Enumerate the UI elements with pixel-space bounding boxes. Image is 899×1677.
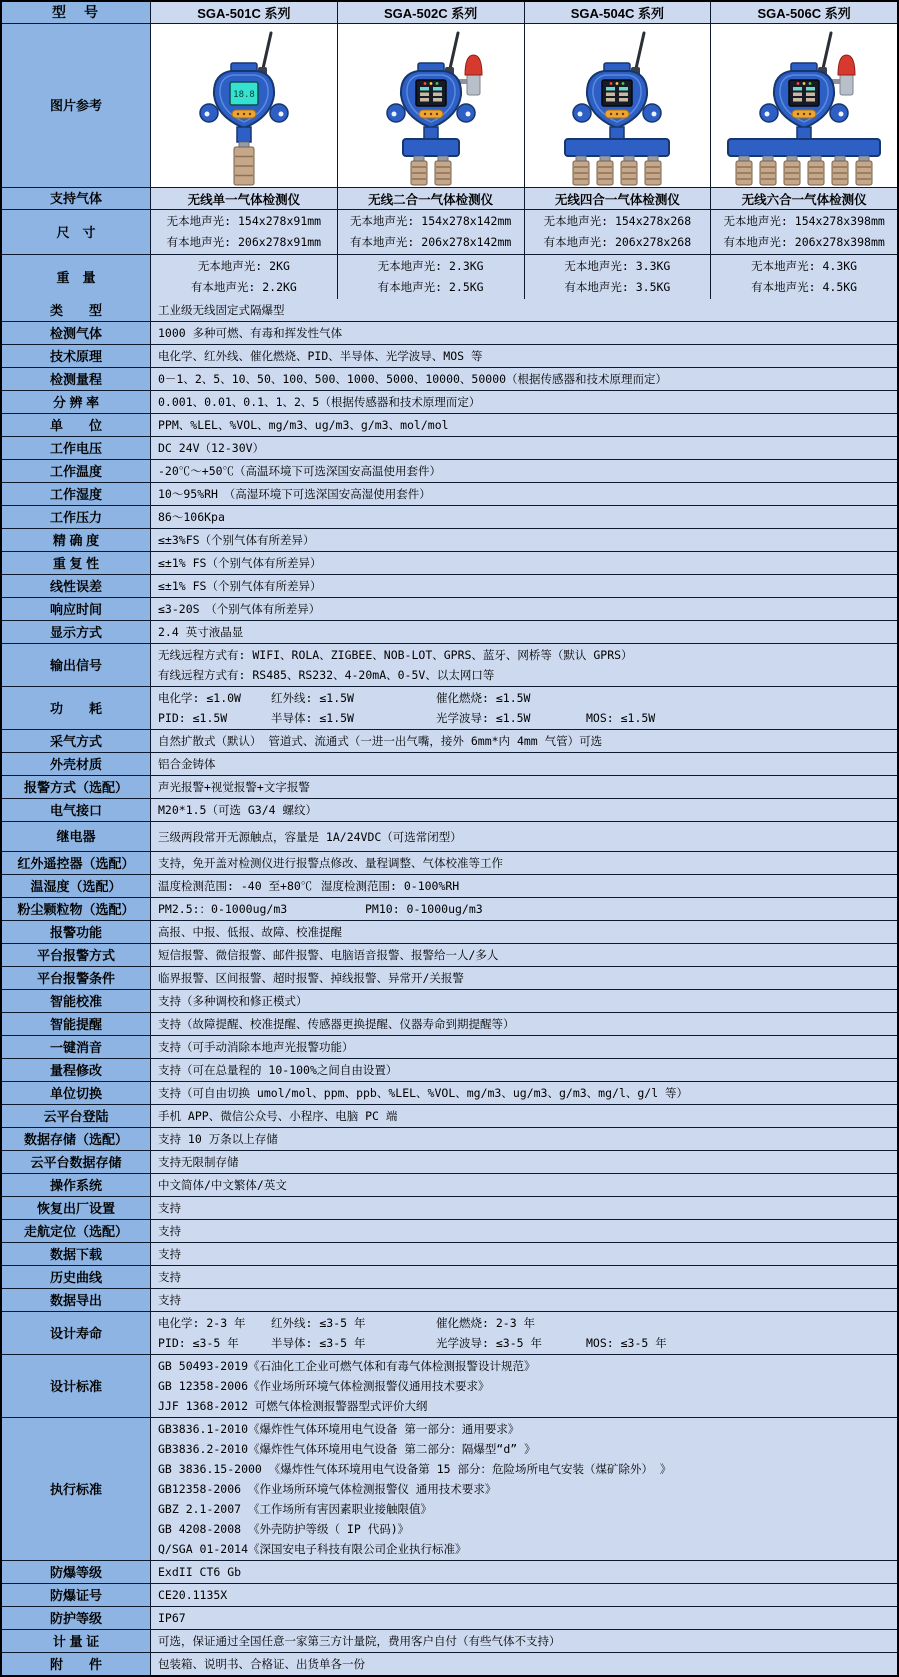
spec-value: 支持 <box>150 1197 897 1219</box>
spec-row <box>2 528 897 551</box>
spec-row <box>2 775 897 798</box>
header-model-label: 型 号 <box>2 2 150 23</box>
product-image-sga-504c <box>524 24 711 187</box>
spec-row <box>2 1150 897 1173</box>
spec-value: PM2.5:：0-1000ug/m3 PM10: 0-1000ug/m3 <box>150 898 897 920</box>
spec-value: -20℃～+50℃（高温环境下可选深国安高温使用套件） <box>150 460 897 482</box>
spec-label: 设计标准 <box>2 1355 150 1417</box>
gas-type: 无线单一气体检测仪 <box>150 188 337 209</box>
spec-value: 支持 <box>150 1289 897 1311</box>
spec-label: 红外遥控器（选配） <box>2 852 150 874</box>
spec-value: 三级两段常开无源触点，容量是 1A/24VDC（可选常闭型） <box>150 822 897 851</box>
spec-value: 电化学: ≤1.0W 红外线: ≤1.5W 催化燃烧: ≤1.5W PID: ≤1.5W 半导体: ≤1.5W 光学波导: ≤1.5W MOS: ≤1.5W <box>150 687 897 729</box>
spec-label: 重 复 性 <box>2 552 150 574</box>
spec-value: 支持（可在总量程的 10-100%之间自由设置） <box>150 1059 897 1081</box>
spec-row <box>2 1652 897 1675</box>
spec-value: ≤±1% FS（个别气体有所差异） <box>150 552 897 574</box>
spec-value: PPM、%LEL、%VOL、mg/m3、ug/m3、g/m3、mol/mol <box>150 414 897 436</box>
dims-value: 无本地声光: 154x278x398mm 有本地声光: 206x278x398mm <box>710 210 897 254</box>
spec-row <box>2 1311 897 1354</box>
weight-value: 无本地声光: 2KG 有本地声光: 2.2KG <box>150 255 337 299</box>
header-model-sga-504c: SGA-504C 系列 <box>524 2 711 23</box>
spec-value: 支持 10 万条以上存储 <box>150 1128 897 1150</box>
spec-value: 温度检测范围: -40 至+80℃ 湿度检测范围: 0-100%RH <box>150 875 897 897</box>
spec-row <box>2 1560 897 1583</box>
spec-label: 报警方式（选配） <box>2 776 150 798</box>
product-image-sga-501c <box>150 24 337 187</box>
spec-row <box>2 798 897 821</box>
spec-row <box>2 643 897 686</box>
spec-label: 数据导出 <box>2 1289 150 1311</box>
gas-type: 无线四合一气体检测仪 <box>524 188 711 209</box>
spec-label: 继电器 <box>2 822 150 851</box>
spec-label: 平台报警方式 <box>2 944 150 966</box>
spec-row <box>2 874 897 897</box>
spec-row <box>2 1104 897 1127</box>
spec-label: 历史曲线 <box>2 1266 150 1288</box>
header-model-sga-506c: SGA-506C 系列 <box>710 2 897 23</box>
spec-row <box>2 436 897 459</box>
spec-value: 支持（多种调校和修正模式） <box>150 990 897 1012</box>
spec-label: 工作压力 <box>2 506 150 528</box>
spec-value: 支持（可手动消除本地声光报警功能） <box>150 1036 897 1058</box>
spec-row <box>2 1288 897 1311</box>
weight-value: 无本地声光: 3.3KG 有本地声光: 3.5KG <box>524 255 711 299</box>
spec-row <box>2 1265 897 1288</box>
spec-label: 量程修改 <box>2 1059 150 1081</box>
dims-value: 无本地声光: 154x278x91mm 有本地声光: 206x278x91mm <box>150 210 337 254</box>
spec-label: 智能提醒 <box>2 1013 150 1035</box>
spec-value: 支持（可自由切换 umol/mol、ppm、ppb、%LEL、%VOL、mg/m3、ug/m3、g/m3、mg/l、g/l 等） <box>150 1082 897 1104</box>
product-image-sga-506c <box>710 24 897 187</box>
spec-label: 电气接口 <box>2 799 150 821</box>
spec-label: 恢复出厂设置 <box>2 1197 150 1219</box>
weight-value: 无本地声光: 2.3KG 有本地声光: 2.5KG <box>337 255 524 299</box>
spec-value: 手机 APP、微信公众号、小程序、电脑 PC 端 <box>150 1105 897 1127</box>
spec-label: 采气方式 <box>2 730 150 752</box>
spec-row <box>2 989 897 1012</box>
spec-row <box>2 1219 897 1242</box>
spec-label: 防护等级 <box>2 1607 150 1629</box>
spec-label: 检测量程 <box>2 368 150 390</box>
spec-row <box>2 597 897 620</box>
spec-row <box>2 482 897 505</box>
spec-row <box>2 390 897 413</box>
spec-row <box>2 1354 897 1417</box>
gas-type: 无线六合一气体检测仪 <box>710 188 897 209</box>
spec-row <box>2 574 897 597</box>
spec-row <box>2 551 897 574</box>
weight-row-label: 重 量 <box>2 255 150 299</box>
spec-row <box>2 686 897 729</box>
spec-value: 支持 <box>150 1243 897 1265</box>
spec-row <box>2 1173 897 1196</box>
spec-label: 单 位 <box>2 414 150 436</box>
header-model-sga-501c: SGA-501C 系列 <box>150 2 337 23</box>
spec-value: ≤±1% FS（个别气体有所差异） <box>150 575 897 597</box>
spec-value: 短信报警、微信报警、邮件报警、电脑语音报警、报警给一人/多人 <box>150 944 897 966</box>
image-row-label: 图片参考 <box>2 24 150 187</box>
spec-label: 数据下载 <box>2 1243 150 1265</box>
spec-label: 单位切换 <box>2 1082 150 1104</box>
spec-value: IP67 <box>150 1607 897 1629</box>
spec-value: 86～106Kpa <box>150 506 897 528</box>
header-model-sga-502c: SGA-502C 系列 <box>337 2 524 23</box>
spec-value: 铝合金铸体 <box>150 753 897 775</box>
spec-value: 1000 多种可燃、有毒和挥发性气体 <box>150 322 897 344</box>
spec-value: 电化学: 2-3 年 红外线: ≤3-5 年 催化燃烧: 2-3 年 PID: ≤3-5 年 半导体: ≤3-5 年 光学波导: ≤3-5 年 MOS: ≤3-5 年 <box>150 1312 897 1354</box>
spec-label: 一键消音 <box>2 1036 150 1058</box>
spec-label: 线性误差 <box>2 575 150 597</box>
spec-label: 执行标准 <box>2 1418 150 1560</box>
spec-value: 支持 <box>150 1220 897 1242</box>
spec-value: GB 50493-2019《石油化工企业可燃气体和有毒气体检测报警设计规范》 GB 12358-2006《作业场所环境气体检测报警仪通用技术要求》 JJF 1368-2012 可燃气体检测报警器型式评价大纲 <box>150 1355 897 1417</box>
spec-label: 报警功能 <box>2 921 150 943</box>
dims-row-label: 尺 寸 <box>2 210 150 254</box>
gas-row-label: 支持气体 <box>2 188 150 209</box>
spec-value: 支持（故障提醒、校准提醒、传感器更换提醒、仪器寿命到期提醒等） <box>150 1013 897 1035</box>
spec-label: 功 耗 <box>2 687 150 729</box>
header-row <box>2 2 897 23</box>
spec-row <box>2 620 897 643</box>
spec-value: ≤3-20S （个别气体有所差异） <box>150 598 897 620</box>
spec-row <box>2 299 897 321</box>
spec-row <box>2 821 897 851</box>
weight-row <box>2 254 897 299</box>
spec-rows-container <box>2 299 897 1675</box>
spec-label: 平台报警条件 <box>2 967 150 989</box>
spec-value: 自然扩散式（默认） 管道式、流通式（一进一出气嘴，接外 6mm*内 4mm 气管）可选 <box>150 730 897 752</box>
image-row <box>2 23 897 187</box>
spec-row <box>2 321 897 344</box>
spec-value: 0.001、0.01、0.1、1、2、5（根据传感器和技术原理而定） <box>150 391 897 413</box>
spec-label: 温湿度（选配） <box>2 875 150 897</box>
spec-label: 计 量 证 <box>2 1630 150 1652</box>
spec-row <box>2 1417 897 1560</box>
spec-label: 输出信号 <box>2 644 150 686</box>
product-image-sga-502c <box>337 24 524 187</box>
spec-value: 0－1、2、5、10、50、100、500、1000、5000、10000、50000（根据传感器和技术原理而定） <box>150 368 897 390</box>
spec-value: GB3836.1-2010《爆炸性气体环境用电气设备 第一部分：通用要求》 GB3836.2-2010《爆炸性气体环境用电气设备 第二部分：隔爆型“d” 》 GB 3836.15-2000 《爆炸性气体环境用电气设备第 15 部分：危险场所电气安装（煤矿除外） 》 GB12358-2006 《作业场所环境气体检测报警仪 通用技术要求》 GBZ 2.1-2007 《工作场所有害因素职业接触限值》 GB 4208-2008 《外壳防护等级（ IP 代码)》 Q/SGA 01-2014《深国安电子科技有限公司企业执行标准》 <box>150 1418 897 1560</box>
spec-value: DC 24V（12-30V） <box>150 437 897 459</box>
spec-value: 支持无限制存储 <box>150 1151 897 1173</box>
spec-row <box>2 897 897 920</box>
spec-row <box>2 367 897 390</box>
spec-value: ExdII CT6 Gb <box>150 1561 897 1583</box>
spec-label: 显示方式 <box>2 621 150 643</box>
spec-row <box>2 1058 897 1081</box>
spec-label: 操作系统 <box>2 1174 150 1196</box>
spec-label: 防爆等级 <box>2 1561 150 1583</box>
spec-label: 外壳材质 <box>2 753 150 775</box>
spec-label: 附 件 <box>2 1653 150 1675</box>
spec-value: 工业级无线固定式隔爆型 <box>150 299 897 321</box>
dims-row <box>2 209 897 254</box>
spec-label: 设计寿命 <box>2 1312 150 1354</box>
spec-label: 工作电压 <box>2 437 150 459</box>
spec-value: ≤±3%FS（个别气体有所差异） <box>150 529 897 551</box>
spec-label: 响应时间 <box>2 598 150 620</box>
spec-row <box>2 1242 897 1265</box>
spec-value: CE20.1135X <box>150 1584 897 1606</box>
spec-value: 包装箱、说明书、合格证、出货单各一份 <box>150 1653 897 1675</box>
weight-value: 无本地声光: 4.3KG 有本地声光: 4.5KG <box>710 255 897 299</box>
spec-row <box>2 1583 897 1606</box>
spec-row <box>2 1629 897 1652</box>
spec-label: 检测气体 <box>2 322 150 344</box>
spec-value: 无线远程方式有: WIFI、ROLA、ZIGBEE、NOB-LOT、GPRS、蓝牙、网桥等（默认 GPRS） 有线远程方式有: RS485、RS232、4-20mA、0-5V、以太网口等 <box>150 644 897 686</box>
spec-value: 电化学、红外线、催化燃烧、PID、半导体、光学波导、MOS 等 <box>150 345 897 367</box>
spec-row <box>2 920 897 943</box>
spec-row <box>2 1081 897 1104</box>
gas-type: 无线二合一气体检测仪 <box>337 188 524 209</box>
spec-label: 走航定位（选配） <box>2 1220 150 1242</box>
spec-row <box>2 1606 897 1629</box>
spec-label: 云平台数据存储 <box>2 1151 150 1173</box>
spec-value: 支持，免开盖对检测仪进行报警点修改、量程调整、气体校准等工作 <box>150 852 897 874</box>
spec-value: 中文简体/中文繁体/英文 <box>150 1174 897 1196</box>
spec-label: 智能校准 <box>2 990 150 1012</box>
spec-row <box>2 1035 897 1058</box>
spec-label: 技术原理 <box>2 345 150 367</box>
spec-row <box>2 413 897 436</box>
spec-row <box>2 505 897 528</box>
spec-value: M20*1.5（可选 G3/4 螺纹） <box>150 799 897 821</box>
spec-row <box>2 1012 897 1035</box>
spec-value: 可选，保证通过全国任意一家第三方计量院，费用客户自付（有些气体不支持） <box>150 1630 897 1652</box>
spec-value: 2.4 英寸液晶显 <box>150 621 897 643</box>
spec-label: 精 确 度 <box>2 529 150 551</box>
spec-label: 防爆证号 <box>2 1584 150 1606</box>
spec-label: 分 辨 率 <box>2 391 150 413</box>
spec-row <box>2 1196 897 1219</box>
spec-label: 云平台登陆 <box>2 1105 150 1127</box>
spec-value: 10～95%RH （高湿环境下可选深国安高湿使用套件） <box>150 483 897 505</box>
dims-value: 无本地声光: 154x278x268 有本地声光: 206x278x268 <box>524 210 711 254</box>
spec-row <box>2 966 897 989</box>
spec-value: 支持 <box>150 1266 897 1288</box>
dims-value: 无本地声光: 154x278x142mm 有本地声光: 206x278x142mm <box>337 210 524 254</box>
spec-label: 数据存储（选配） <box>2 1128 150 1150</box>
spec-label: 类 型 <box>2 299 150 321</box>
spec-row <box>2 459 897 482</box>
spec-value: 临界报警、区间报警、超时报警、掉线报警、异常开/关报警 <box>150 967 897 989</box>
spec-label: 粉尘颗粒物（选配） <box>2 898 150 920</box>
svg-text:18.8: 18.8 <box>233 90 255 100</box>
spec-row <box>2 344 897 367</box>
spec-value: 声光报警+视觉报警+文字报警 <box>150 776 897 798</box>
spec-value: 高报、中报、低报、故障、校准提醒 <box>150 921 897 943</box>
spec-row <box>2 729 897 752</box>
spec-row <box>2 943 897 966</box>
gas-row <box>2 187 897 209</box>
spec-label: 工作湿度 <box>2 483 150 505</box>
spec-row <box>2 1127 897 1150</box>
spec-label: 工作温度 <box>2 460 150 482</box>
spec-row <box>2 851 897 874</box>
spec-row <box>2 752 897 775</box>
